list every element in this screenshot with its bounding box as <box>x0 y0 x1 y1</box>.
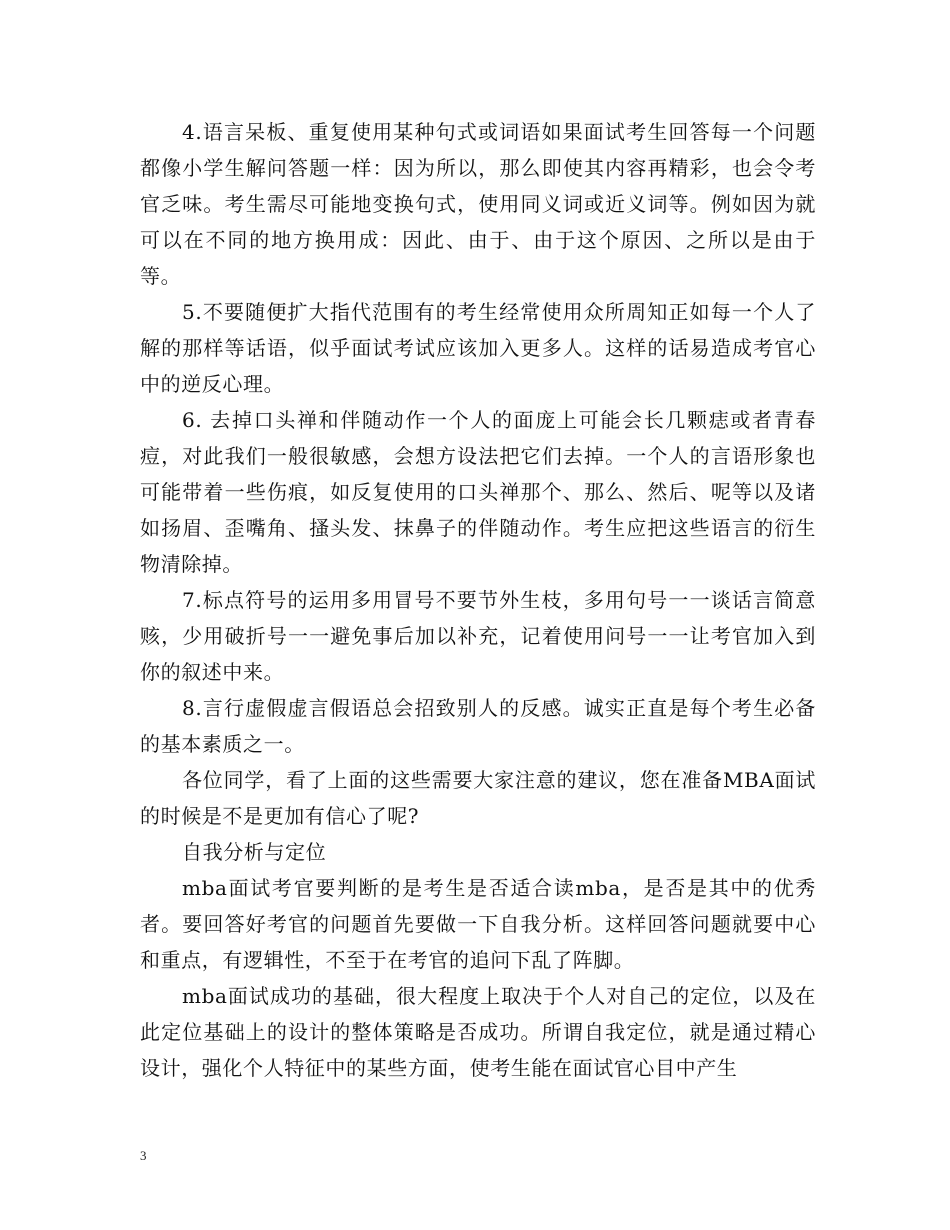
paragraph-self-analysis: mba面试考官要判断的是考生是否适合读mba，是否是其中的优秀者。要回答好考官的问题首先要做一下自我分析。这样回答问题就要中心和重点，有逻辑性，不至于在考官的追问下乱了阵脚。 <box>140 876 816 972</box>
paragraph-7-punctuation: 7.标点符号的运用多用冒号不要节外生枝，多用句号一一谈话言简意赅，少用破折号一一避免事后加以补充，记着使用问号一一让考官加入到你的叙述中来。 <box>140 588 816 684</box>
paragraph-8-honesty: 8.言行虚假虚言假语总会招致别人的反感。诚实正直是每个考生必备的基本素质之一。 <box>140 696 816 756</box>
section-heading-self-analysis: 自我分析与定位 <box>182 840 327 864</box>
paragraph-6-verbal-tics: 6. 去掉口头禅和伴随动作一个人的面庞上可能会长几颗痣或者青春痘，对此我们一般很敏感，会想方设法把它们去掉。一个人的言语形象也可能带着一些伤痕，如反复使用的口头禅那个、那么、然后、呢等以及诸如扬眉、歪嘴角、搔头发、抹鼻子的伴随动作。考生应把这些语言的衍生物清除掉。 <box>140 408 816 576</box>
paragraph-mba-confidence: 各位同学，看了上面的这些需要大家注意的建议，您在准备MBA面试的时候是不是更加有信心了呢? <box>140 768 816 828</box>
paragraph-self-positioning: mba面试成功的基础，很大程度上取决于个人对自己的定位，以及在此定位基础上的设计的整体策略是否成功。所谓自我定位，就是通过精心设计，强化个人特征中的某些方面，使考生能在面试官心目中产生 <box>140 984 816 1080</box>
paragraph-5-reference-scope: 5.不要随便扩大指代范围有的考生经常使用众所周知正如每一个人了解的那样等话语，似乎面试考试应该加入更多人。这样的话易造成考官心中的逆反心理。 <box>140 300 816 396</box>
paragraph-4-rigid-language: 4.语言呆板、重复使用某种句式或词语如果面试考生回答每一个问题都像小学生解问答题一样：因为所以，那么即使其内容再精彩，也会令考官乏味。考生需尽可能地变换句式，使用同义词或近义词等。例如因为就可以在不同的地方换用成：因此、由于、由于这个原因、之所以是由于 等。 <box>140 120 816 288</box>
document-body <box>140 114 816 1086</box>
page-number: 3 <box>140 1148 147 1163</box>
